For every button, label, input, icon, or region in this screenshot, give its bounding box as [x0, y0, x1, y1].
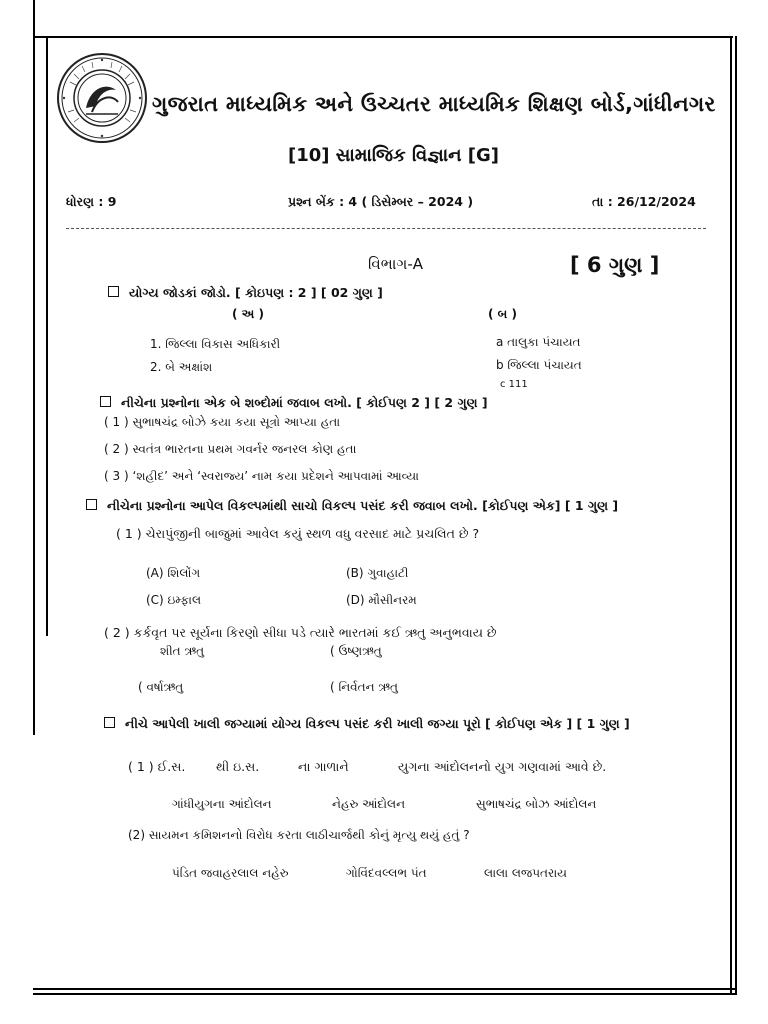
right-frame-line-outer	[730, 36, 732, 995]
q2-item: ( 1 ) સુભાષચંદ્ર બોઝે કયા કયા સૂત્રો આપ્યા હતા	[104, 415, 341, 429]
left-margin-line-inner	[46, 36, 48, 636]
checkbox-icon	[108, 286, 119, 297]
board-title: ગુજરાત માધ્યમિક અને ઉચ્ચતર માધ્યમિક શિક્ષણ બોર્ડ,ગાંધીનગર	[152, 92, 716, 116]
q3-item-2: ( 2 ) કર્કવૃત પર સૂર્યના કિરણો સીધા પડે ત્યારે ભારતમાં કઈ ઋતુ અનુભવાય છે	[104, 625, 497, 640]
checkbox-icon	[86, 499, 97, 510]
q4-option: સુભાષચંદ્ર બોઝ આંદોલન	[476, 797, 597, 811]
q1-instruction: યોગ્ય જોડકાં જોડો. [ કોઇપણ : 2 ] [ 02 ગુણ ]	[108, 285, 383, 301]
bottom-frame-line-inner	[33, 993, 737, 995]
section-marks: [ 6 ગુણ ]	[570, 253, 660, 277]
q3-instruction: નીચેના પ્રશ્નોના આપેલ વિકલ્પમાંથી સાચો વિકલ્પ પસંદ કરી જવાબ લખો. [કોઈપણ એક] [ 1 ગુણ ]	[86, 498, 618, 514]
q4-item-1-part: ( 1 ) ઈ.સ.	[128, 759, 186, 774]
q1-column-b-item: c 111	[500, 379, 528, 390]
q3-option: (B) ગુવાહાટી	[346, 566, 409, 580]
q2-item: ( 3 ) ‘શહીદ’ અને ‘સ્વરાજ્ય’ નામ કયા પ્રદેશને આપવામાં આવ્યા	[104, 469, 419, 483]
q1-column-a-item: 1. જિલ્લા વિકાસ અધિકારી	[150, 337, 281, 351]
q3-option: (A) શિલોંગ	[146, 566, 201, 580]
checkbox-icon	[104, 717, 115, 728]
paper-title: [10] સામાજિક વિજ્ઞાન [G]	[288, 145, 500, 166]
q3-option: ( નિર્વતન ઋતુ	[330, 680, 398, 694]
q4-item-1-part: યુગના આંદોલનનો યુગ ગણવામાં આવે છે.	[398, 759, 607, 774]
q3-option: ( ઉષ્ણઋતુ	[330, 644, 382, 658]
board-seal-icon	[56, 52, 148, 144]
q3-option: શીત ઋતુ	[160, 644, 205, 658]
left-margin-line-outer	[33, 0, 35, 735]
checkbox-icon	[100, 396, 111, 407]
board-logo	[56, 52, 148, 144]
right-frame-line-inner	[735, 36, 737, 995]
question-bank-label: પ્રશ્ન બેંક : 4 ( ડિસેમ્બર – 2024 )	[288, 194, 474, 209]
q4-option: નેહરુ આંદોલન	[332, 797, 406, 811]
section-name: વિભાગ-A	[368, 255, 424, 273]
q3-option: (D) મૌસીનરમ	[346, 593, 417, 607]
q4-option: ગાંધીયુગના આંદોલન	[172, 797, 272, 811]
header-divider	[66, 228, 706, 229]
q4-item-1-part: ના ગાળાને	[298, 759, 349, 774]
standard-label: ધોરણ : 9	[66, 194, 117, 209]
q3-option: (C) ઇમ્ફાલ	[146, 593, 202, 607]
q1-column-b-header: ( બ )	[488, 307, 517, 321]
bottom-frame-line-outer	[33, 988, 737, 990]
q1-column-a-item: 2. બે અક્ષાંશ	[150, 360, 213, 374]
q2-instruction: નીચેના પ્રશ્નોના એક બે શબ્દોમાં જવાબ લખો. [ કોઈપણ 2 ] [ 2 ગુણ ]	[100, 395, 488, 411]
q4-item-1-part: થી ઇ.સ.	[216, 759, 260, 774]
q1-column-b-item: b જિલ્લા પંચાયત	[496, 358, 582, 372]
q1-column-b-item: a તાલુકા પંચાયત	[496, 335, 581, 349]
date-label: તા : 26/12/2024	[592, 194, 696, 209]
top-frame-line	[33, 36, 733, 38]
q4-option: લાલા લજપતરાય	[484, 866, 567, 880]
q3-option: ( વર્ષાઋતુ	[138, 680, 184, 694]
q4-option: ગોવિંદવલ્લભ પંત	[346, 866, 427, 880]
q3-item-1: ( 1 ) ચેરાપુંજીની બાજુમાં આવેલ કયું સ્થળ વધુ વરસાદ માટે પ્રચલિત છે ?	[116, 526, 480, 541]
q2-item: ( 2 ) સ્વતંત્ર ભારતના પ્રથમ ગવર્નર જનરલ કોણ હતા	[104, 442, 357, 456]
q4-option: પંડિત જવાહરલાલ નહેરુ	[172, 866, 289, 880]
q4-instruction: નીચે આપેલી ખાલી જગ્યામાં યોગ્ય વિકલ્પ પસંદ કરી ખાલી જગ્યા પૂરો [ કોઈપણ એક ] [ 1 ગુણ ]	[104, 716, 630, 732]
q1-column-a-header: ( અ )	[232, 307, 264, 321]
q4-item-2: (2) સાયમન કમિશનનો વિરોધ કરતા લાઠીચાર્જથી કોનું મૃત્યુ થયું હતું ?	[128, 828, 470, 842]
